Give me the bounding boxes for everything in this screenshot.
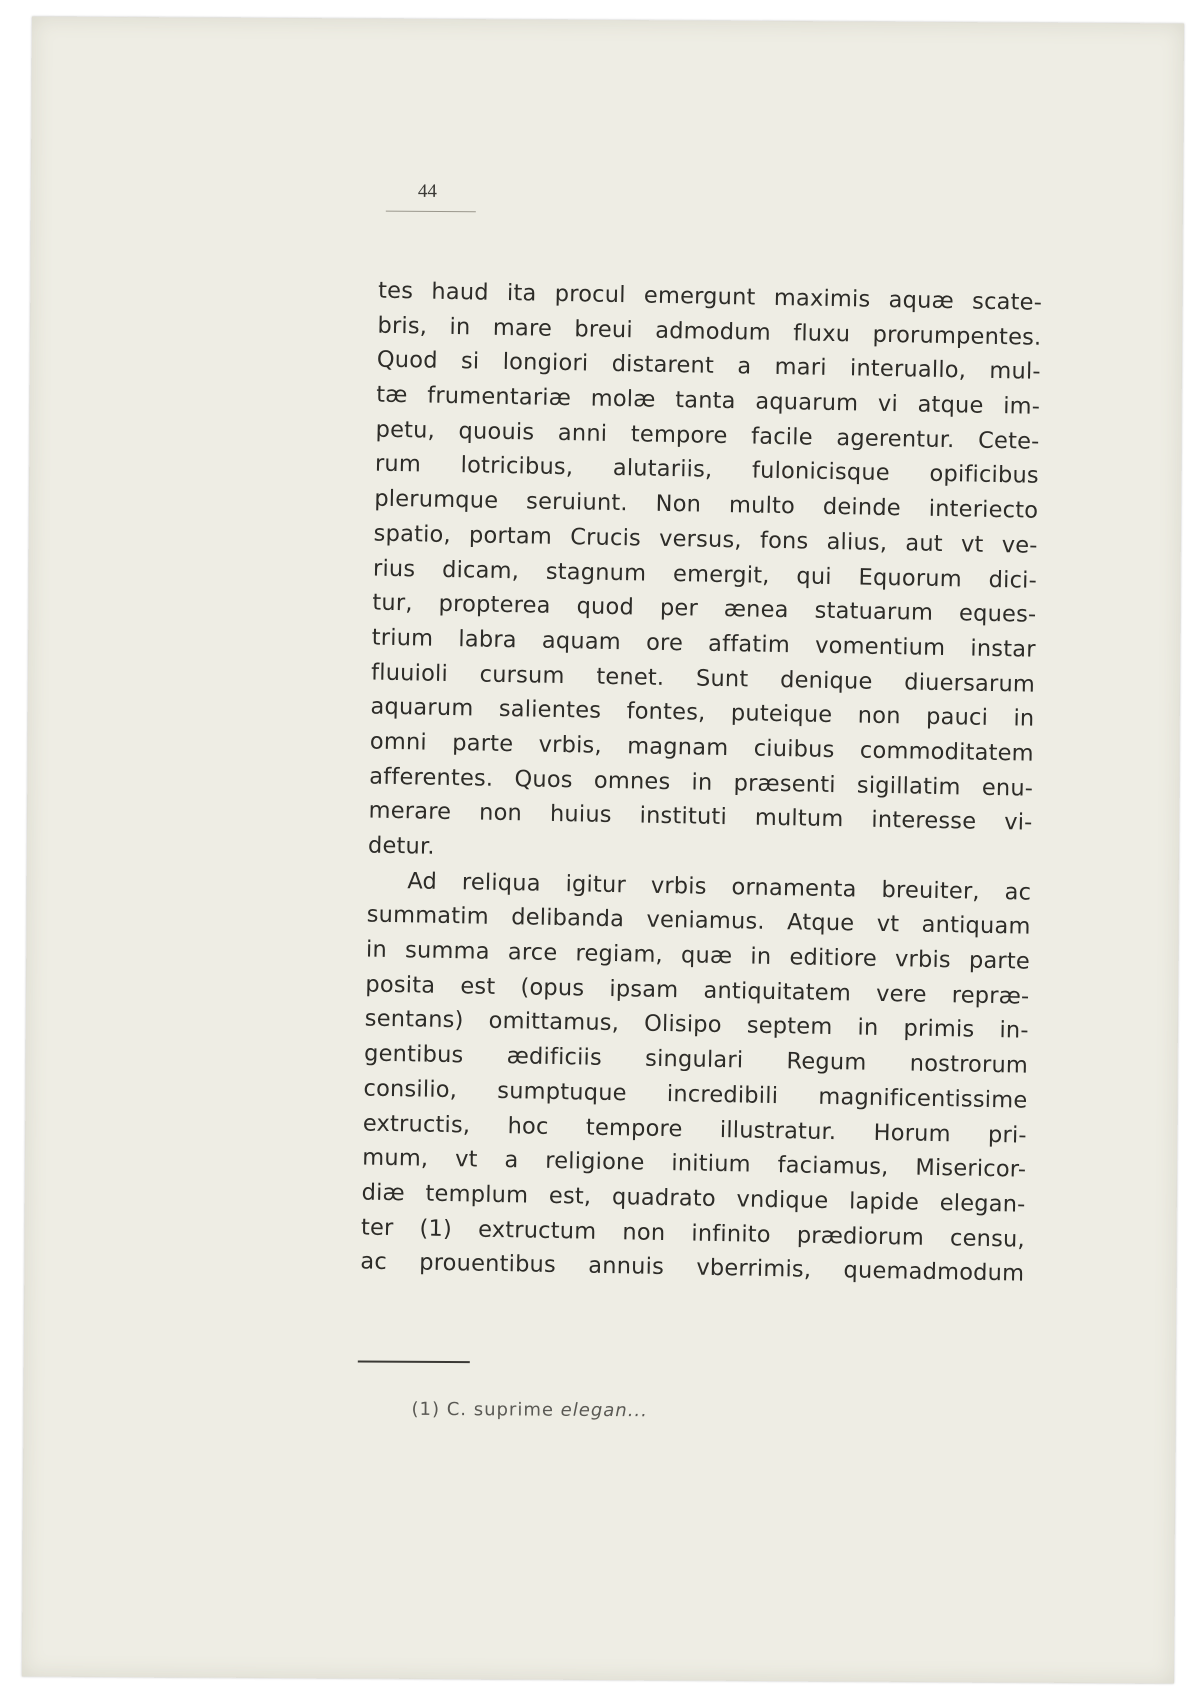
footnote (411, 1399, 648, 1421)
text-line: ter (1) extructum non infinito prædiorum censu, (360, 1214, 1026, 1253)
text-line: rius dicam, stagnum emergit, qui Equorum dici- (372, 555, 1038, 594)
text-line: mum, vt a religione initium faciamus, Misericor- (362, 1144, 1027, 1183)
text-line: gentibus ædificiis singulari Regum nostrorum (363, 1040, 1029, 1079)
text-line: tes haud ita procul emergunt maximis aquæ scate- (377, 277, 1043, 316)
text-line: tæ frumentariæ molæ tanta aquarum vi atque im- (375, 381, 1041, 420)
text-line: merare non huius instituti multum interesse vi- (368, 797, 1033, 836)
footnote-divider (358, 1360, 470, 1363)
text-line: petu, quouis anni tempore facile agerentur. Cete- (375, 416, 1040, 455)
text-line: trium labra aquam ore affatim vomentium instar (371, 624, 1036, 663)
text-line: fluuioli cursum tenet. Sunt denique diuersarum (370, 659, 1036, 698)
document-page (22, 16, 1184, 1683)
text-line: posita est (opus ipsam antiquitatem vere repræ- (365, 971, 1030, 1010)
text-line: Quod si longiori distarent a mari interuallo, mul- (376, 346, 1041, 386)
text-line: tur, propterea quod per ænea statuarum eques- (372, 589, 1037, 628)
text-line: spatio, portam Crucis versus, fons alius, aut vt ve- (373, 520, 1038, 559)
text-line: afferentes. Quos omnes in præsenti sigillatim enu- (368, 763, 1034, 802)
text-line: bris, in mare breui admodum fluxu prorumpentes. (377, 312, 1042, 351)
text-line: sentans) omittamus, Olisipo septem in primis in- (364, 1005, 1029, 1045)
text-line: consilio, sumptuque incredibili magnificentissime (363, 1075, 1028, 1114)
paragraph-2 (360, 863, 1032, 1291)
text-line: ac prouentibus annuis vberrimis, quemadmodum (360, 1248, 1025, 1287)
text-line: extructis, hoc tempore illustratur. Horum pri- (362, 1109, 1028, 1149)
text-line: omni parte vrbis, magnam ciuibus commoditatem (369, 728, 1034, 767)
text-line: diæ templum est, quadrato vndique lapide elegan- (361, 1179, 1026, 1218)
text-line: rum lotricibus, alutariis, fulonicisque opificibus (374, 451, 1040, 490)
text-line: Ad reliqua igitur vrbis ornamenta breuiter, ac (407, 867, 1032, 906)
footnote-marker: (1) (411, 1398, 441, 1420)
body-text (360, 274, 1042, 1292)
page-number: 44 (386, 181, 476, 213)
paragraph-1 (368, 274, 1043, 876)
text-line: plerumque seruiunt. Non multo deinde interiecto (374, 485, 1039, 524)
text-line: detur. (367, 832, 435, 860)
text-line: in summa arce regiam, quæ in editiore vrbis parte (365, 936, 1031, 975)
footnote-italic-text: elegan... (560, 1399, 648, 1422)
text-line: aquarum salientes fontes, puteique non pauci in (370, 693, 1035, 732)
footnote-text: C. suprime (446, 1399, 555, 1421)
text-line: summatim delibanda veniamus. Atque vt antiquam (366, 901, 1031, 941)
